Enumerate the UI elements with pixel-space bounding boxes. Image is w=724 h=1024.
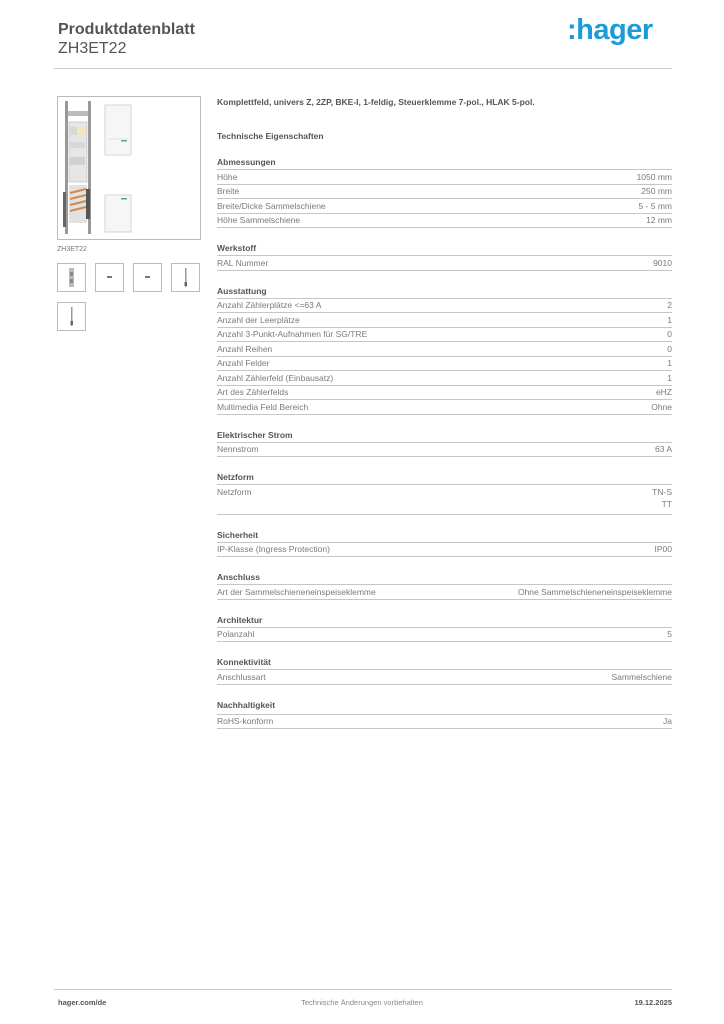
thumbnail-rail-2[interactable] xyxy=(57,302,86,331)
row-value: 1050 mm xyxy=(636,171,672,182)
section-netzform xyxy=(217,472,672,515)
table-row xyxy=(217,386,672,401)
row-value-line-2: TT xyxy=(661,499,672,509)
table-row xyxy=(217,299,672,314)
section-werkstoff xyxy=(217,243,672,271)
row-label: Netzform xyxy=(217,486,252,497)
table-row xyxy=(217,185,672,200)
row-label: Nennstrom xyxy=(217,444,259,454)
table-row xyxy=(217,443,672,458)
section-konnektivitaet xyxy=(217,657,672,685)
row-label: Anzahl Zählerplätze <=63 A xyxy=(217,300,322,310)
row-value: Ohne Sammelschieneneinspeiseklemme xyxy=(517,586,672,597)
row-value: 0 xyxy=(667,343,672,354)
row-label: Art der Sammelschieneneinspeiseklemme xyxy=(217,586,376,597)
footer-date: 19.12.2025 xyxy=(634,998,672,1007)
section-sicherheit xyxy=(217,530,672,558)
row-label: Höhe Sammelschiene xyxy=(217,215,301,225)
product-media xyxy=(57,96,201,331)
table-row xyxy=(217,670,672,685)
row-value: 9010 xyxy=(653,257,672,268)
row-value: 0 xyxy=(667,329,672,339)
thumbnail-list xyxy=(57,263,217,331)
row-value: Ja xyxy=(663,716,672,726)
row-label: Breite xyxy=(217,186,240,196)
product-details xyxy=(217,96,672,729)
row-value: eHZ xyxy=(655,387,672,397)
hager-logo: :hager xyxy=(567,14,653,46)
row-value: 63 A xyxy=(654,444,672,454)
row-value xyxy=(652,486,672,511)
table-row xyxy=(217,485,672,515)
table-row xyxy=(217,543,672,558)
tech-properties-heading: Technische Eigenschaften xyxy=(217,131,324,141)
section-title: Abmessungen xyxy=(217,157,672,170)
table-row xyxy=(217,214,672,229)
rail-thumb-icon xyxy=(172,264,199,291)
table-row xyxy=(217,313,672,328)
row-value: 5 - 5 mm xyxy=(638,200,672,211)
table-row xyxy=(217,715,672,730)
row-label: Polanzahl xyxy=(217,629,255,639)
row-value: 5 xyxy=(667,629,672,639)
footer-disclaimer: Technische Änderungen vorbehalten xyxy=(301,998,423,1007)
product-image[interactable] xyxy=(57,96,201,240)
row-label: Art des Zählerfelds xyxy=(217,387,289,397)
section-title: Sicherheit xyxy=(217,530,672,543)
section-abmessungen xyxy=(217,157,672,228)
row-value: 1 xyxy=(667,314,672,325)
panel-thumb-icon xyxy=(58,264,85,291)
thumbnail-detail-2[interactable] xyxy=(133,263,162,292)
section-elektrischer-strom xyxy=(217,430,672,458)
table-row xyxy=(217,628,672,643)
table-row xyxy=(217,328,672,343)
terminal-thumb-icon xyxy=(96,264,123,291)
table-row xyxy=(217,342,672,357)
document-title: Produktdatenblatt xyxy=(58,21,195,38)
section-title: Anschluss xyxy=(217,572,672,585)
row-label: IP-Klasse (Ingress Protection) xyxy=(217,544,330,554)
row-label: Anzahl Zählerfeld (Einbausatz) xyxy=(217,372,334,383)
row-value: 12 mm xyxy=(646,215,672,225)
row-label: Multimedia Feld Bereich xyxy=(217,401,309,412)
table-row xyxy=(217,199,672,214)
section-title: Werkstoff xyxy=(217,243,672,256)
row-label: Anzahl der Leerplätze xyxy=(217,314,300,325)
product-description: Komplettfeld, univers Z, 2ZP, BKE-I, 1-feldig, Steuerklemme 7-pol., HLAK 5-pol. xyxy=(217,97,535,107)
row-value: Sammelschiene xyxy=(611,671,672,682)
section-title: Konnektivität xyxy=(217,657,672,670)
section-ausstattung xyxy=(217,286,672,415)
row-value: Ohne xyxy=(651,401,672,412)
row-label: Anzahl Reihen xyxy=(217,343,273,354)
row-label: Anschlussart xyxy=(217,671,266,682)
document-header xyxy=(58,20,195,58)
footer-website-link[interactable]: hager.com/de xyxy=(58,998,107,1007)
row-value: 2 xyxy=(667,300,672,310)
row-label: Anzahl Felder xyxy=(217,358,270,368)
section-title: Architektur xyxy=(217,615,672,628)
section-nachhaltigkeit xyxy=(217,700,672,730)
image-caption: ZH3ET22 xyxy=(57,246,87,253)
section-anschluss xyxy=(217,572,672,600)
table-row xyxy=(217,585,672,600)
table-row xyxy=(217,170,672,185)
row-label: Höhe xyxy=(217,171,238,182)
thumbnail-detail-1[interactable] xyxy=(95,263,124,292)
terminal-thumb-icon xyxy=(134,264,161,291)
row-label: RAL Nummer xyxy=(217,257,269,268)
row-value-line-1: TN-S xyxy=(652,486,672,497)
table-row xyxy=(217,357,672,372)
row-value: 1 xyxy=(667,358,672,368)
row-value: IP00 xyxy=(654,544,672,554)
rail-thumb-icon xyxy=(58,303,85,330)
header-divider xyxy=(54,68,672,69)
meter-panel-illustration xyxy=(58,97,200,239)
section-title: Netzform xyxy=(217,472,672,485)
row-label: Anzahl 3-Punkt-Aufnahmen für SG/TRE xyxy=(217,329,368,339)
table-row xyxy=(217,256,672,271)
table-row xyxy=(217,400,672,415)
row-value: 1 xyxy=(667,372,672,383)
thumbnail-rail-1[interactable] xyxy=(171,263,200,292)
section-title: Ausstattung xyxy=(217,286,672,299)
row-value: 250 mm xyxy=(641,186,672,196)
section-architektur xyxy=(217,615,672,643)
thumbnail-front-view[interactable] xyxy=(57,263,86,292)
section-title: Elektrischer Strom xyxy=(217,430,672,443)
row-label: RoHS-konform xyxy=(217,716,274,726)
article-number: ZH3ET22 xyxy=(58,40,127,57)
section-title: Nachhaltigkeit xyxy=(217,700,672,715)
footer-divider xyxy=(54,989,672,990)
table-row xyxy=(217,371,672,386)
row-label: Breite/Dicke Sammelschiene xyxy=(217,200,326,211)
